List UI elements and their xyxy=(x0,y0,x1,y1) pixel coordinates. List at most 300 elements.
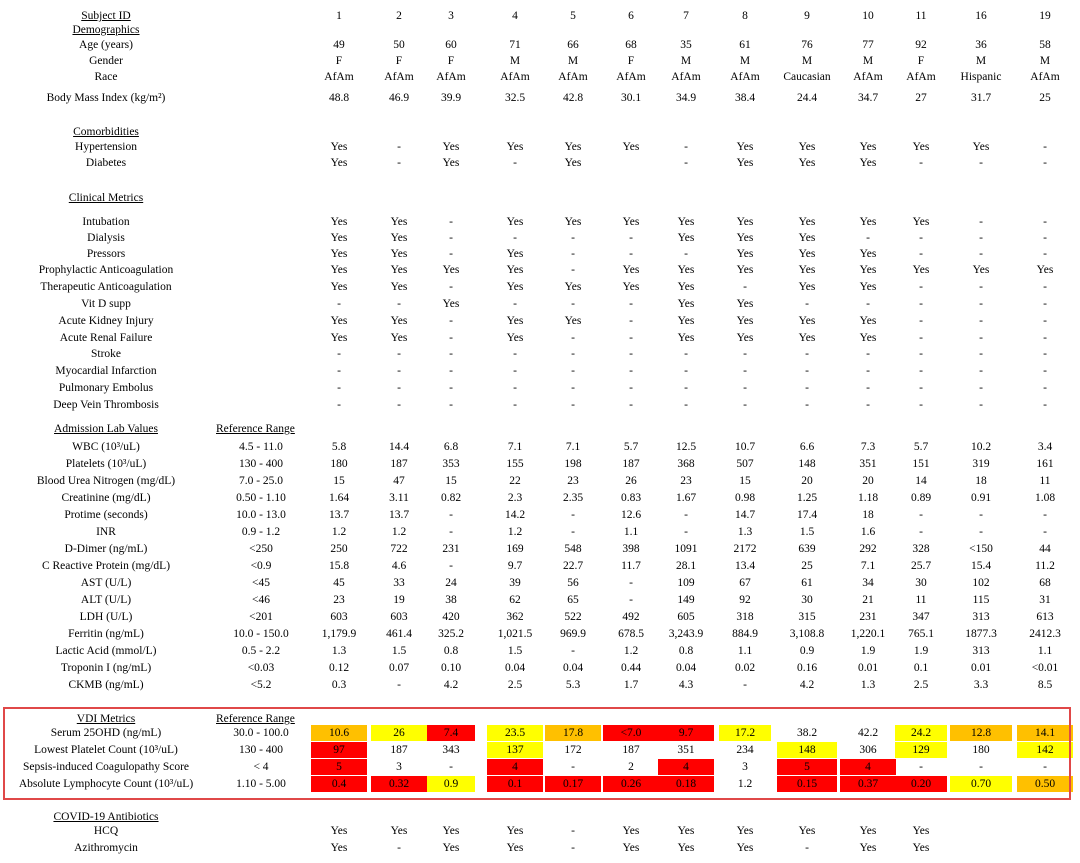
value-cell: Yes xyxy=(798,141,816,153)
value-cell: 9.7 xyxy=(507,560,523,572)
value-cell: AfAm xyxy=(730,71,760,83)
value-cell: - xyxy=(571,232,575,244)
value-cell: Yes xyxy=(912,216,930,228)
row-label: Protime (seconds) xyxy=(64,509,148,521)
row-label: Ferritin (ng/mL) xyxy=(68,628,144,640)
value-cell: 12.8 xyxy=(950,725,1012,741)
value-cell: - xyxy=(571,526,575,538)
value-cell: 44 xyxy=(1039,543,1051,555)
value-cell: - xyxy=(629,365,633,377)
row-label: Intubation xyxy=(82,216,130,228)
value-cell: 4 xyxy=(512,10,518,22)
value-cell: Yes xyxy=(622,281,640,293)
value-cell: - xyxy=(919,399,923,411)
value-cell: 2.5 xyxy=(507,679,523,691)
value-cell: - xyxy=(449,281,453,293)
value-cell: Yes xyxy=(972,264,990,276)
value-cell: - xyxy=(1043,157,1047,169)
value-cell: 0.07 xyxy=(388,662,410,674)
value-cell: Yes xyxy=(859,332,877,344)
value-cell xyxy=(950,823,1012,839)
value-cell: - xyxy=(571,382,575,394)
row-label: LDH (U/L) xyxy=(79,611,133,623)
value-cell: 14.1 xyxy=(1017,725,1073,741)
reference-range: <250 xyxy=(249,543,273,555)
value-cell: Yes xyxy=(798,264,816,276)
value-cell: Yes xyxy=(677,842,695,854)
reference-range: 130 - 400 xyxy=(238,744,284,756)
value-cell: 42.8 xyxy=(562,92,584,104)
value-cell: Yes xyxy=(912,264,930,276)
value-cell: 67 xyxy=(739,577,751,589)
value-cell: 2172 xyxy=(733,543,757,555)
value-cell: - xyxy=(743,399,747,411)
row-label: ALT (U/L) xyxy=(80,594,132,606)
value-cell: 16 xyxy=(975,10,987,22)
clinical-metrics-title: Clinical Metrics xyxy=(68,192,144,204)
value-cell: Yes xyxy=(622,842,640,854)
value-cell: 25 xyxy=(801,560,813,572)
value-cell: 30 xyxy=(915,577,927,589)
value-cell: Yes xyxy=(330,315,348,327)
value-cell: 97 xyxy=(311,742,367,758)
row-label: Acute Renal Failure xyxy=(59,332,153,344)
value-cell: 19 xyxy=(393,594,405,606)
value-cell: - xyxy=(571,645,575,657)
row-label: Creatinine (mg/dL) xyxy=(61,492,151,504)
value-cell: Yes xyxy=(622,141,640,153)
row-label: Vit D supp xyxy=(81,298,131,310)
value-cell: 1091 xyxy=(674,543,698,555)
value-cell: Yes xyxy=(622,216,640,228)
value-cell: 0.20 xyxy=(895,776,947,792)
value-cell: Yes xyxy=(677,281,695,293)
value-cell: 30.1 xyxy=(620,92,642,104)
reference-range: 0.9 - 1.2 xyxy=(241,526,281,538)
row-label: WBC (10³/uL) xyxy=(72,441,140,453)
value-cell: - xyxy=(919,382,923,394)
value-cell: 39.9 xyxy=(440,92,462,104)
row-label: Lowest Platelet Count (10³/uL) xyxy=(34,744,178,756)
value-cell: 35 xyxy=(680,39,692,51)
value-cell: - xyxy=(919,509,923,521)
value-cell: 3.3 xyxy=(973,679,989,691)
clinical-metrics-row xyxy=(0,296,1080,312)
value-cell: 24 xyxy=(445,577,457,589)
value-cell: 6.8 xyxy=(443,441,459,453)
value-cell: 313 xyxy=(972,611,990,623)
row-label: Stroke xyxy=(90,348,122,360)
reference-range: <5.2 xyxy=(250,679,272,691)
value-cell: - xyxy=(397,348,401,360)
row-label: HCQ xyxy=(93,825,119,837)
value-cell: 11 xyxy=(915,10,927,22)
value-cell: - xyxy=(397,157,401,169)
value-cell: Yes xyxy=(330,264,348,276)
value-cell: - xyxy=(1043,382,1047,394)
value-cell: - xyxy=(337,382,341,394)
value-cell: - xyxy=(397,842,401,854)
row-label: Gender xyxy=(89,55,123,67)
value-cell: - xyxy=(1043,332,1047,344)
row-label: Deep Vein Thrombosis xyxy=(53,399,159,411)
value-cell: - xyxy=(919,332,923,344)
antibiotics-title: COVID-19 Antibiotics xyxy=(53,811,159,823)
clinical-metrics-row xyxy=(0,246,1080,262)
value-cell: Yes xyxy=(912,141,930,153)
value-cell: Yes xyxy=(442,141,460,153)
value-cell: - xyxy=(629,298,633,310)
value-cell: 61 xyxy=(739,39,751,51)
value-cell: 198 xyxy=(564,458,582,470)
row-label: Blood Urea Nitrogen (mg/dL) xyxy=(36,475,176,487)
value-cell: 420 xyxy=(442,611,460,623)
demographics-title-row xyxy=(0,22,1080,38)
value-cell: 1.2 xyxy=(507,526,523,538)
value-cell: 0.83 xyxy=(620,492,642,504)
value-cell: 65 xyxy=(567,594,579,606)
value-cell: - xyxy=(629,399,633,411)
value-cell: - xyxy=(979,399,983,411)
clinical-metrics-title-row xyxy=(0,190,1080,206)
value-cell: 1.1 xyxy=(1037,645,1053,657)
value-cell: 0.01 xyxy=(857,662,879,674)
value-cell: 11.7 xyxy=(621,560,641,572)
value-cell: 102 xyxy=(972,577,990,589)
value-cell: Yes xyxy=(859,264,877,276)
value-cell: Yes xyxy=(442,842,460,854)
value-cell: Yes xyxy=(390,264,408,276)
value-cell: - xyxy=(571,348,575,360)
value-cell: Yes xyxy=(912,842,930,854)
value-cell: 4 xyxy=(658,759,714,775)
value-cell: 10.7 xyxy=(734,441,756,453)
value-cell: Yes xyxy=(859,842,877,854)
value-cell: - xyxy=(979,248,983,260)
value-cell: - xyxy=(629,594,633,606)
value-cell: - xyxy=(743,382,747,394)
value-cell: 33 xyxy=(393,577,405,589)
value-cell: 4.2 xyxy=(799,679,815,691)
value-cell: 149 xyxy=(677,594,695,606)
value-cell: - xyxy=(1043,509,1047,521)
value-cell: 19 xyxy=(1039,10,1051,22)
value-cell: 522 xyxy=(564,611,582,623)
value-cell: 0.12 xyxy=(328,662,350,674)
value-cell: - xyxy=(979,761,983,773)
value-cell: 1.7 xyxy=(623,679,639,691)
value-cell: - xyxy=(449,332,453,344)
value-cell: 17.2 xyxy=(719,725,771,741)
value-cell: 362 xyxy=(506,611,524,623)
row-label: Diabetes xyxy=(85,157,127,169)
value-cell: Yes xyxy=(390,248,408,260)
value-cell: Yes xyxy=(798,216,816,228)
value-cell: Yes xyxy=(330,232,348,244)
value-cell: AfAm xyxy=(558,71,588,83)
value-cell: - xyxy=(805,842,809,854)
value-cell: 2 xyxy=(628,761,634,773)
value-cell: Yes xyxy=(330,332,348,344)
comorbidities-title: Comorbidities xyxy=(73,126,139,138)
value-cell: 0.37 xyxy=(840,776,896,792)
value-cell: - xyxy=(449,365,453,377)
value-cell: - xyxy=(1043,232,1047,244)
value-cell: Yes xyxy=(622,825,640,837)
value-cell: 2.5 xyxy=(913,679,929,691)
value-cell: AfAm xyxy=(500,71,530,83)
value-cell: 1,021.5 xyxy=(497,628,533,640)
value-cell: Yes xyxy=(736,825,754,837)
value-cell: Yes xyxy=(972,141,990,153)
row-label: Serum 25OHD (ng/mL) xyxy=(50,727,162,739)
row-label: Sepsis-induced Coagulopathy Score xyxy=(22,761,190,773)
value-cell: - xyxy=(571,365,575,377)
value-cell: 0.17 xyxy=(545,776,601,792)
value-cell: M xyxy=(680,55,692,67)
value-cell: 30 xyxy=(801,594,813,606)
value-cell: - xyxy=(919,248,923,260)
value-cell: Yes xyxy=(506,332,524,344)
value-cell: 129 xyxy=(895,742,947,758)
value-cell: Yes xyxy=(798,825,816,837)
value-cell: 2.35 xyxy=(562,492,584,504)
value-cell: Yes xyxy=(859,157,877,169)
admission-lab-row xyxy=(0,677,1080,693)
value-cell: - xyxy=(629,332,633,344)
value-cell: Yes xyxy=(506,825,524,837)
clinical-metrics-row xyxy=(0,262,1080,278)
value-cell: - xyxy=(571,761,575,773)
value-cell: Yes xyxy=(736,248,754,260)
value-cell: Yes xyxy=(390,315,408,327)
value-cell: 20 xyxy=(862,475,874,487)
reference-range: < 4 xyxy=(253,761,269,773)
value-cell: 1.6 xyxy=(860,526,876,538)
value-cell: 155 xyxy=(506,458,524,470)
vdi-metrics-highlight-box xyxy=(3,707,1071,800)
value-cell: 15 xyxy=(739,475,751,487)
value-cell: F xyxy=(335,55,343,67)
value-cell: Yes xyxy=(622,264,640,276)
value-cell: 187 xyxy=(622,458,640,470)
value-cell: - xyxy=(513,399,517,411)
value-cell: - xyxy=(1043,348,1047,360)
value-cell: 1.2 xyxy=(623,645,639,657)
clinical-metrics-row xyxy=(0,363,1080,379)
value-cell: 15.4 xyxy=(970,560,992,572)
value-cell: 250 xyxy=(330,543,348,555)
value-cell: - xyxy=(979,232,983,244)
reference-range: <0.03 xyxy=(247,662,275,674)
value-cell: 14.4 xyxy=(388,441,410,453)
value-cell: - xyxy=(805,298,809,310)
value-cell: 0.15 xyxy=(777,776,837,792)
value-cell: - xyxy=(866,348,870,360)
reference-range: 0.5 - 2.2 xyxy=(241,645,281,657)
value-cell: - xyxy=(629,232,633,244)
value-cell: - xyxy=(571,264,575,276)
value-cell: 161 xyxy=(1036,458,1054,470)
value-cell: 0.10 xyxy=(440,662,462,674)
value-cell: - xyxy=(1043,399,1047,411)
value-cell: 5.7 xyxy=(623,441,639,453)
row-label: Myocardial Infarction xyxy=(55,365,157,377)
value-cell: 0.4 xyxy=(311,776,367,792)
value-cell: 1.2 xyxy=(391,526,407,538)
value-cell: 0.3 xyxy=(331,679,347,691)
value-cell: AfAm xyxy=(853,71,883,83)
value-cell xyxy=(950,840,1012,856)
value-cell: Yes xyxy=(506,216,524,228)
value-cell: - xyxy=(397,365,401,377)
value-cell: 142 xyxy=(1017,742,1073,758)
value-cell: 0.9 xyxy=(799,645,815,657)
value-cell: M xyxy=(801,55,813,67)
value-cell: 42.2 xyxy=(857,727,879,739)
value-cell: - xyxy=(919,365,923,377)
reference-range: 1.10 - 5.00 xyxy=(236,778,286,790)
clinical-metrics-row xyxy=(0,230,1080,246)
value-cell: - xyxy=(684,157,688,169)
value-cell: Yes xyxy=(677,315,695,327)
value-cell: Yes xyxy=(564,216,582,228)
value-cell: 148 xyxy=(777,742,837,758)
value-cell: 32.5 xyxy=(504,92,526,104)
admission-lab-row xyxy=(0,626,1080,642)
value-cell: 15.8 xyxy=(328,560,350,572)
value-cell: M xyxy=(567,55,579,67)
value-cell: Yes xyxy=(442,825,460,837)
value-cell: - xyxy=(805,365,809,377)
value-cell: 47 xyxy=(393,475,405,487)
value-cell: 1.9 xyxy=(860,645,876,657)
value-cell: 1.1 xyxy=(623,526,639,538)
value-cell: Yes xyxy=(330,216,348,228)
value-cell: 187 xyxy=(390,458,408,470)
value-cell: 60 xyxy=(445,39,457,51)
value-cell: 2.3 xyxy=(507,492,523,504)
demographics-row xyxy=(0,53,1080,69)
value-cell: 46.9 xyxy=(388,92,410,104)
value-cell: - xyxy=(513,365,517,377)
value-cell: 5 xyxy=(311,759,367,775)
value-cell: 1.3 xyxy=(737,526,753,538)
value-cell: - xyxy=(979,348,983,360)
value-cell: 3,108.8 xyxy=(789,628,825,640)
value-cell: Yes xyxy=(330,842,348,854)
value-cell: Yes xyxy=(506,141,524,153)
value-cell: - xyxy=(684,248,688,260)
value-cell: 15 xyxy=(445,475,457,487)
value-cell: - xyxy=(571,825,575,837)
value-cell: Yes xyxy=(677,298,695,310)
value-cell: - xyxy=(571,248,575,260)
admission-lab-row xyxy=(0,490,1080,506)
value-cell: - xyxy=(337,365,341,377)
value-cell: 18 xyxy=(975,475,987,487)
value-cell: 14 xyxy=(915,475,927,487)
value-cell: 21 xyxy=(862,594,874,606)
value-cell xyxy=(1017,823,1073,839)
value-cell: 1.5 xyxy=(391,645,407,657)
value-cell: 172 xyxy=(564,744,582,756)
demographics-row xyxy=(0,90,1080,106)
value-cell: 3,243.9 xyxy=(668,628,704,640)
value-cell: - xyxy=(1043,365,1047,377)
subject-id-label: Subject ID xyxy=(81,10,131,22)
value-cell: 7.4 xyxy=(427,725,475,741)
value-cell: 13.7 xyxy=(388,509,410,521)
value-cell: - xyxy=(919,315,923,327)
value-cell: 62 xyxy=(509,594,521,606)
value-cell: - xyxy=(449,248,453,260)
value-cell: Yes xyxy=(859,248,877,260)
row-label: AST (U/L) xyxy=(80,577,132,589)
value-cell: Yes xyxy=(798,315,816,327)
value-cell: 169 xyxy=(506,543,524,555)
value-cell: 31 xyxy=(1039,594,1051,606)
value-cell: 0.32 xyxy=(371,776,427,792)
value-cell: 12.5 xyxy=(675,441,697,453)
value-cell: 31.7 xyxy=(970,92,992,104)
value-cell: AfAm xyxy=(906,71,936,83)
value-cell: 14.2 xyxy=(504,509,526,521)
value-cell: 7.3 xyxy=(860,441,876,453)
value-cell: 1.9 xyxy=(913,645,929,657)
vdi-metrics-title: VDI Metrics xyxy=(76,713,136,725)
value-cell: Yes xyxy=(1036,264,1054,276)
value-cell: F xyxy=(447,55,455,67)
value-cell: Yes xyxy=(798,157,816,169)
value-cell: - xyxy=(449,399,453,411)
demographics-title: Demographics xyxy=(72,24,140,36)
value-cell: - xyxy=(513,348,517,360)
value-cell: - xyxy=(629,348,633,360)
value-cell: - xyxy=(684,526,688,538)
value-cell: 313 xyxy=(972,645,990,657)
value-cell: 4.2 xyxy=(443,679,459,691)
row-label: Prophylactic Anticoagulation xyxy=(38,264,174,276)
value-cell: 7.1 xyxy=(507,441,523,453)
value-cell: 38 xyxy=(445,594,457,606)
value-cell: 23.5 xyxy=(487,725,543,741)
value-cell: <0.01 xyxy=(1031,662,1059,674)
clinical-metrics-row xyxy=(0,313,1080,329)
value-cell: 1.2 xyxy=(331,526,347,538)
value-cell: 25 xyxy=(1039,92,1051,104)
value-cell: 368 xyxy=(677,458,695,470)
clinical-metrics-row xyxy=(0,330,1080,346)
reference-range: <201 xyxy=(249,611,273,623)
value-cell: 0.70 xyxy=(950,776,1012,792)
value-cell: Yes xyxy=(506,315,524,327)
value-cell: 325.2 xyxy=(438,628,464,640)
row-label: D-Dimer (ng/mL) xyxy=(64,543,148,555)
value-cell: 26 xyxy=(371,725,427,741)
row-label: Pressors xyxy=(86,248,126,260)
value-cell: 722 xyxy=(390,543,408,555)
value-cell: - xyxy=(866,399,870,411)
value-cell: 109 xyxy=(677,577,695,589)
value-cell: 3.11 xyxy=(389,492,409,504)
value-cell: - xyxy=(1043,315,1047,327)
demographics-row xyxy=(0,37,1080,53)
value-cell: - xyxy=(1043,248,1047,260)
value-cell: - xyxy=(979,216,983,228)
value-cell: - xyxy=(337,348,341,360)
value-cell: 23 xyxy=(567,475,579,487)
